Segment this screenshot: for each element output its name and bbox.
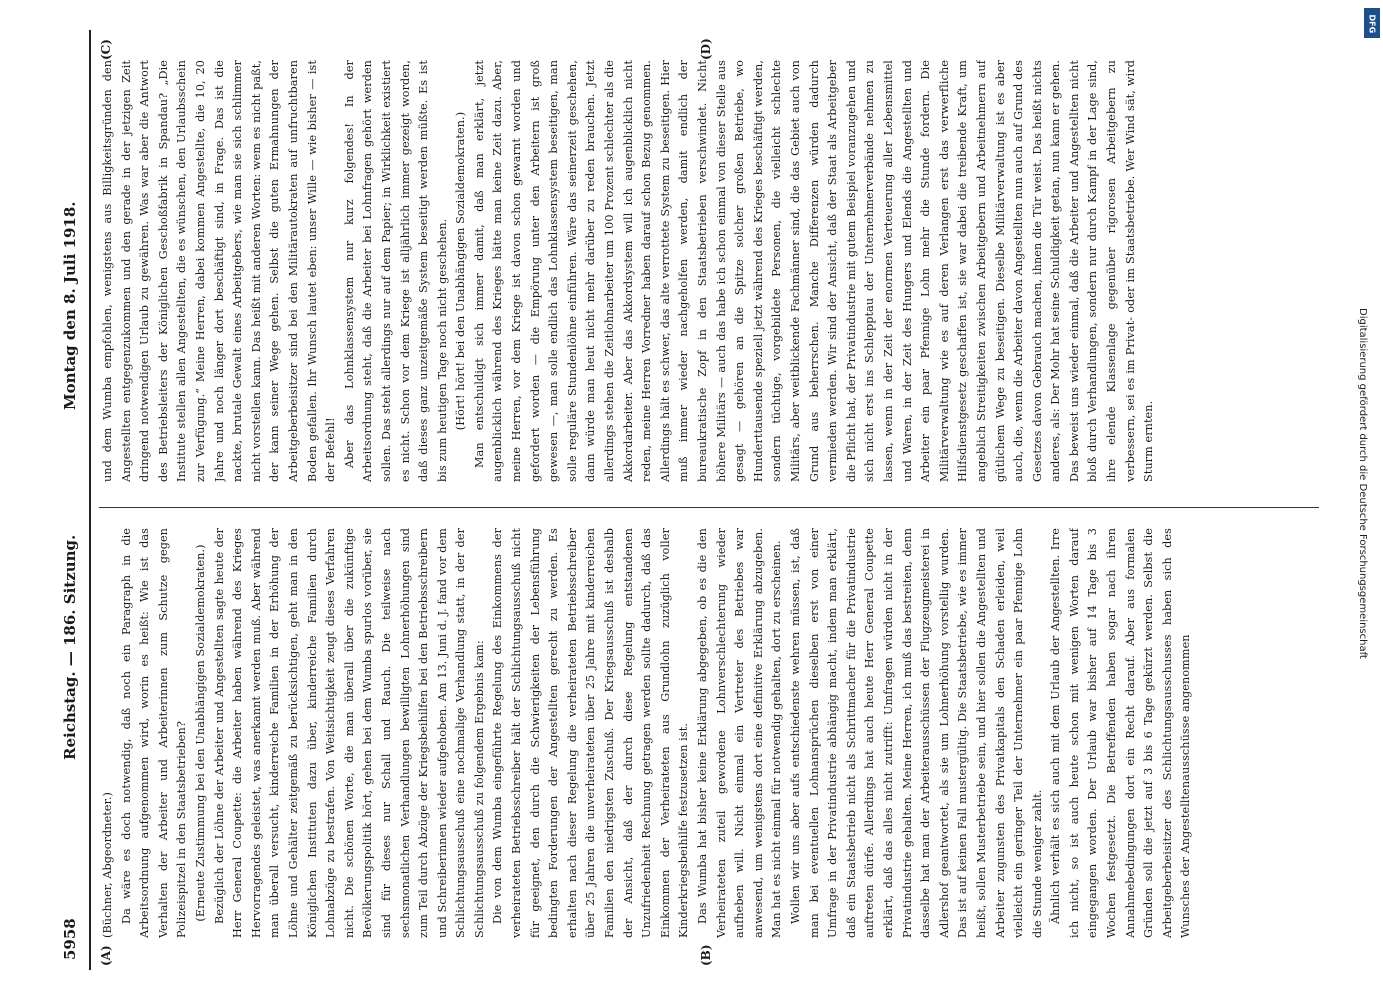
speaker-line: (Büchner, Abgeordneter.) — [101, 792, 114, 938]
quoted-paragraph: Die von dem Wumba eingeführte Regelung des Einkommens der verheirateten Betriebsschreiber hält der Schlichtungsausschuß nicht für geeignet, den durch die Schwierigkeiten der Lebensführung bedingten Forderungen der Angestellten gerecht zu werden. Es erhalten nach dieser Regelung die verheirateten Betriebsschreiber über 25 Jahren die unverheirateten über 25 Jahre mit kinderreichen Familien den niedrigsten Zuschuß. Der Kriegsausschuß ist deshalb der Ansicht, daß der durch diese Regelung entstandenen Unzufriedenheit Rechnung getragen werden sollte dadurch, daß das Einkommen der Verheirateten aus Grundlohn zuzüglich voller Kinderkriegsbeihilfe festzusetzen ist. — [491, 528, 691, 938]
right-header — [61, 30, 79, 410]
paragraph: Das Wumba hat bisher keine Erklärung abgegeben, ob es die den Verheirateten zuteil gewordene Lohnverschlechterung wieder aufheben will. Nicht einmal ein Vertreter des Betriebes war anwesend, um wenigstens dort eine definitive Erklärung abzugeben. Man hat es nicht einmal für notwendig gehalten, dort zu erscheinen. — [696, 528, 784, 938]
margin-marker-b: (B) — [699, 944, 713, 966]
document-page — [55, 30, 1325, 970]
column-divider — [99, 507, 1319, 508]
right-running-title: Montag den 8. Juli 1918. — [61, 201, 79, 410]
interjection: (Erneute Zustimmung bei den Unabhängigen Sozialdemokraten.) — [193, 544, 207, 922]
digitization-note-text: Digitalisierung gefördert durch die Deutsche Forschungsgemeinschaft — [1357, 308, 1368, 659]
paragraph: Man entschuldigt sich immer damit, daß man erklärt, jetzt augenblicklich während des Krieges hätte man keine Zeit dazu. Aber, meine Herren, vor dem Kriege ist davon schon gewarnt worden und gefordert worden — die Empörung unter den Arbeitern ist groß gewesen —, man solle endlich das Lohnklassensystem beseitigen, man solle reguläre Stundenlöhne einführen. Wäre das seinerzeit geschehen, dann würde man heut nicht mehr darüber zu reden brauchen. Jetzt allerdings stehen die Zeitlohnarbeiter um 100 Prozent schlechter als die Akkordarbeiter. Aber das Akkordsystem will ich augenblicklich nicht reden, meine Herren Vorredner haben darauf schon Bezug genommen. Allerdings hält es schwer, das alte verrottete System zu beseitigen. Hier muß immer wieder nachgeholfen werden, damit endlich der bureaukratische Zopf in den Staatsbetrieben verschwindet. Nicht höhere Militärs — auch das habe ich schon einmal von dieser Stelle aus gesagt — gehören an die Spitze solcher großen Betriebe, wo Hunderttausende speziell jetzt während des Krieges beschäftigt werden, sondern tüchtige, vorgebildete Personen, die vielleicht schlechte Militärs, aber weitblickende Fachmänner sind, die das Gebiet auch von Grund aus beherrschen. Manche Differenzen würden dadurch vermieden werden. Wir sind der Ansicht, daß der Staat als Arbeitgeber die Pflicht hat, der Privatindustrie mit gutem Beispiel voranzugehen und sich nicht erst ins Schlepptau der Unternehmerverbände nehmen zu lassen, wenn in der Zeit der enormen Verteuerung aller Lebensmittel und Waren, in der Zeit des Hungers und Elends die Angestellten und Arbeiter ein paar Pfennige Lohn mehr die Stunde fordern. Die Militärverwaltung wie es auf deren Verlangen erst das verwerfliche Hilfsdienstgesetz geschaffen ist, sie war dabei die treibende Kraft, um angeblich Streitigkeiten zwischen Arbeitgebern und Arbeitnehmern auf gütlichem Wege zu beseitigen. Dieselbe Militärverwaltung ist es aber auch, die, wenn die Arbeiter davon Angestellten nun auch auf Grund des Gesetzes davon Gebrauch machen, ihnen die Tür weist. Das heißt nichts anderes, als: Der Mohr hat seine Schuldigkeit getan, nun kann er gehen. Das beweist uns wieder einmal, daß die Arbeiter und Angestellten nicht bloß durch Verhandlungen, sondern nur durch Kampf in der Lage sind, ihre elende Klassenlage gegenüber rigorosen Arbeitgebern zu verbessern, sei es im Privat- oder im Staatsbetriebe. Wer Wind sät, wird Sturm ernten. — [472, 60, 1156, 482]
paragraph: Aber das Lohnklassensystem nur kurz folgendes! In der Arbeitsordnung steht, daß die Arbeiter bei Lohnfragen gehört werden sollen. Das steht allerdings nur auf dem Papier; in Wirklichkeit existiert es nicht. Schon vor dem Kriege ist alljährlich immer gezeigt worden, daß dieses ganz unzeitgemäße System beseitigt werden müßte. Es ist bis zum heutigen Tage noch nicht geschehen. — [342, 60, 449, 482]
column-left — [99, 528, 1319, 938]
paragraph: und dem Wumba empfohlen, wenigstens aus Billigkeitsgründen den Angestellten entgegenzukommen und den gerade in der jetzigen Zeit dringend notwendigen Urlaub zu gewähren. Was war aber die Antwort des Betriebsleiters der Königlichen Geschoßfabrik in Spandau? „Die Institute stellen allen Angestellten, die es wünschen, den Urlaubsschein zur Verfügung.“ Meine Herren, dabei kommen Angestellte, die 10, 20 Jahre und noch länger dort beschäftigt sind, in Frage. Das ist die nackte, brutale Gewalt eines Arbeitgebers, wie man sie sich schlimmer nicht vorstellen kann. Das heißt mit anderen Worten: wem es nicht paßt, der kann seiner Wege gehen. Selbst die guten Ermahnungen der Arbeitgeberbeisitzer sind bei den Militärautokraten auf unfruchtbaren Boden gefallen. Ihr Wunsch lautet eben: unser Wille — wie bisher — ist der Befehl! — [101, 60, 338, 482]
paragraph: Bezüglich der Löhne der Arbeiter und Angestellten sagte heute der Herr General Coupette: die Arbeiter haben während des Krieges Hervorragendes geleistet, was anerkannt werden muß. Aber während man überall versucht, kinderreiche Familien in der Erhöhung der Löhne und Gehälter zeitgemäß zu berücksichtigen, geht man in den Königlichen Instituten dazu über, kinderreiche Familien durch Lohnabzüge zu bestrafen. Von Weitsichtigkeit zeugt dieses Verfahren nicht. Die schönen Worte, die man überall über die zukünftige Bevölkerungspolitik hört, gehen bei dem Wumba spurlos vorüber, sie sind für dieses nur Schall und Rauch. Die teilweise nach sechsmonatlichen Verhandlungen bewilligten Lohnerhöhungen sind zum Teil durch Abzüge der Kriegsbeihilfen bei den Betriebsschreibern und Schreiberinnen wieder aufgehoben. Am 13. Juni d. J. fand vor dem Schlichtungsausschuß eine nochmalige Verhandlung statt, in der der Schlichtungsausschuß zu folgendem Ergebnis kam: — [212, 528, 486, 938]
column-right — [99, 60, 1319, 482]
page-header — [55, 30, 91, 970]
interjection: (Hört! hört! bei den Unabhängigen Sozialdemokraten.) — [454, 111, 468, 431]
margin-marker-c: (C) — [99, 39, 113, 60]
margin-marker-a: (A) — [99, 945, 113, 966]
left-running-title: Reichstag. — 186. Sitzung. — [61, 534, 79, 760]
paragraph: Ähnlich verhält es sich auch mit dem Urlaub der Angestellten. Irre ich nicht, so ist auch heute schon mit wenigen Worten darauf eingegangen worden. Der Urlaub war bisher auf 14 Tage bis 3 Wochen festgesetzt. Die Betreffenden haben sogar nach ihren Annahmebedingungen dort ein Recht darauf. Aber aus formalen Gründen soll die jetzt auf 3 bis 6 Tage gekürzt werden. Selbst die Arbeitgeberbeisitzer des Schlichtungsausschusses haben sich des Wunsches der Angestelltenausschüsse angenommen — [1049, 528, 1193, 938]
paragraph: Wollen wir uns aber aufs entschiedenste wehren müssen, ist, daß man bei eventuellen Lohnansprüchen dieselben erst von einer Umfrage in der Privatindustrie abhängig macht, indem man erklärt, daß ein Staatsbetrieb nicht als Schrittmacher für die Privatindustrie auftreten dürfe. Allerdings hat auch heute Herr General Coupette erklärt, daß das alles nicht zutrifft: Umfragen würden nicht in der Privatindustrie gehalten. Meine Herren, ich muß das bestreiten, denn dasselbe hat man der Arbeiterausschüssen der Flugzeugmeisterei in Adlershof geantwortet, als sie um Lohnerhöhung vorstellig wurden. Das ist auf keinen Fall mustergültig. Die Staatsbetriebe, wie es immer heißt, sollen Musterbetriebe sein, und hier sollen die Angestellten und Arbeiter zugunsten des Privatkapitals den Schaden erleiden, weil vielleicht ein geringer Teil der Unternehmer ein paar Pfennige Lohn die Stunde weniger zahlt. — [788, 528, 1044, 938]
margin-marker-d: (D) — [699, 38, 713, 60]
dfg-logo-text: DFG — [1367, 14, 1377, 34]
paragraph: Da wäre es doch notwendig, daß noch ein Paragraph in die Arbeitsordnung aufgenommen wird, worin es heißt: Wie ist das Verhalten der Arbeiter und Arbeiterinnen zum Schutze gegen Polizeispitzel in den Staatsbetrieben? — [119, 528, 189, 938]
page-number: 5958 — [61, 918, 79, 960]
text-columns — [99, 30, 1319, 970]
digitization-note — [1357, 8, 1376, 968]
dfg-logo — [1364, 8, 1380, 38]
